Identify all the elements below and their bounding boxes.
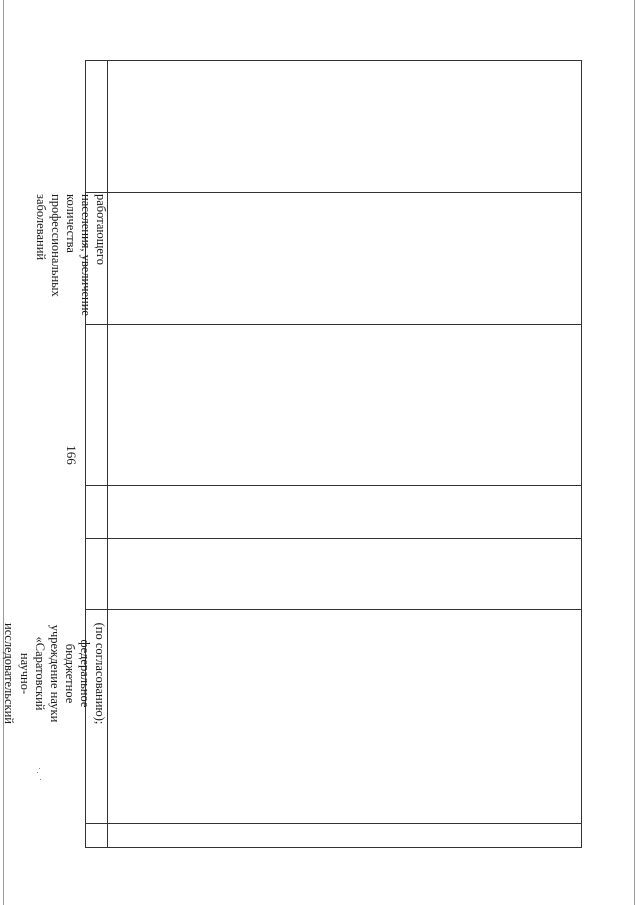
cell-line: учреждение науки (47, 624, 62, 723)
table-divider (86, 538, 581, 539)
cell-line: федеральное (77, 639, 92, 708)
result-cell (33, 194, 108, 319)
cell-line: количества (63, 194, 78, 253)
scan-speck (37, 772, 38, 773)
cell-line: работающего (94, 194, 108, 265)
scan-speck (40, 779, 41, 780)
page-edge-left (3, 0, 4, 905)
cell-line: (по согласованию); (93, 622, 107, 725)
cell-line: исследовательский (2, 623, 17, 724)
table-divider (86, 609, 581, 610)
cell-line: профессиональных (48, 194, 63, 297)
cell-line: бюджетное (62, 643, 77, 704)
scan-speck (39, 768, 40, 769)
cell-line: населения, увеличение (78, 194, 93, 316)
page-edge-right (634, 0, 635, 905)
table-row-divider (107, 61, 108, 847)
cell-line: «Саратовский (32, 636, 47, 711)
table-divider (86, 324, 581, 325)
table-divider (86, 485, 581, 486)
cell-line: заболеваний (33, 194, 48, 261)
table-divider (86, 192, 581, 193)
organizations-cell (0, 611, 107, 736)
cell-line: научно- (17, 652, 32, 695)
table-divider (86, 823, 581, 824)
page-number: 166 (64, 445, 79, 465)
